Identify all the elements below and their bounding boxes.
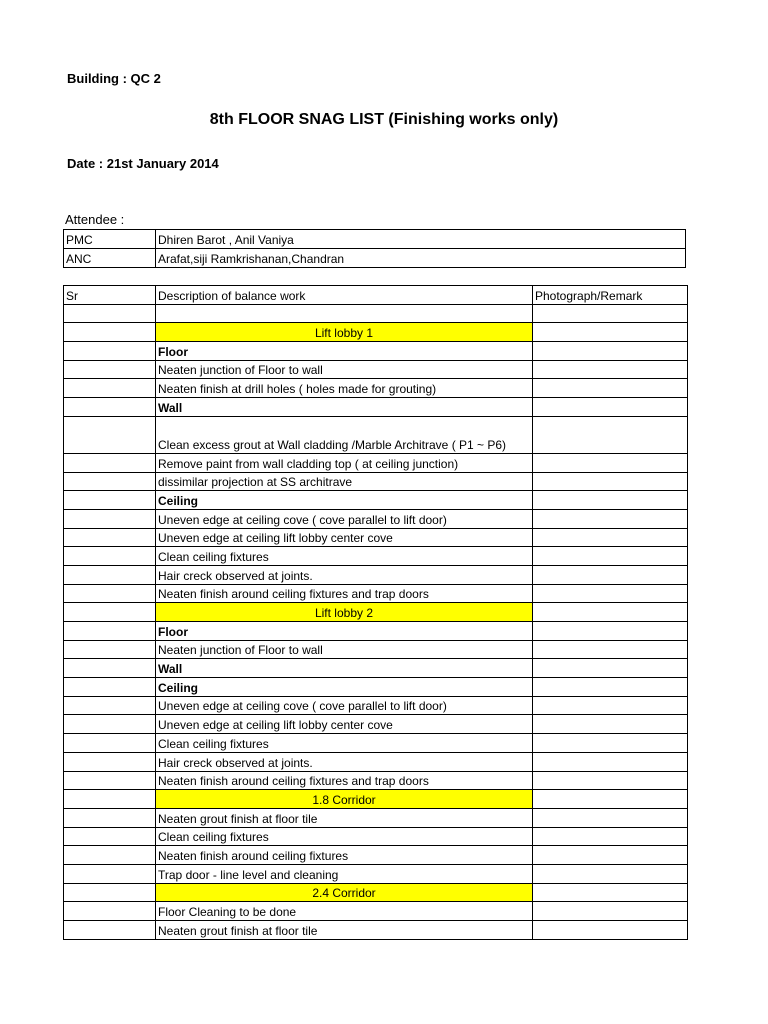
sr-cell: [64, 491, 156, 510]
sr-cell: [64, 846, 156, 865]
section-row: [64, 790, 688, 809]
sr-cell: [64, 528, 156, 547]
description-cell: Hair creck observed at joints.: [156, 752, 533, 771]
description-cell: Remove paint from wall cladding top ( at ceiling junction): [156, 453, 533, 472]
remark-cell: [533, 528, 688, 547]
sr-cell: [64, 547, 156, 566]
sr-cell: [64, 416, 156, 453]
sr-cell: [64, 715, 156, 734]
description-cell: Floor Cleaning to be done: [156, 902, 533, 921]
table-row: [64, 715, 688, 734]
section-title: 2.4 Corridor: [156, 883, 533, 902]
sr-cell: [64, 696, 156, 715]
sr-cell: [64, 360, 156, 379]
section-title: Lift lobby 1: [156, 323, 533, 342]
description-cell: Trap door - line level and cleaning: [156, 864, 533, 883]
remark-cell: [533, 360, 688, 379]
remark-cell: [533, 472, 688, 491]
table-row: [64, 304, 688, 323]
remark-cell: [533, 790, 688, 809]
sr-cell: [64, 902, 156, 921]
table-row: [64, 509, 688, 528]
description-cell: Neaten grout finish at floor tile: [156, 808, 533, 827]
column-header-sr: Sr: [64, 286, 156, 305]
table-row: [64, 453, 688, 472]
sr-cell: [64, 640, 156, 659]
sr-cell: [64, 565, 156, 584]
remark-cell: [533, 491, 688, 510]
sr-cell: [64, 921, 156, 940]
sr-cell: [64, 342, 156, 361]
remark-cell: [533, 509, 688, 528]
remark-cell: [533, 678, 688, 697]
column-header-remark: Photograph/Remark: [533, 286, 688, 305]
description-cell: Hair creck observed at joints.: [156, 565, 533, 584]
snag-list-table: [63, 285, 688, 940]
description-cell: Uneven edge at ceiling lift lobby center cove: [156, 528, 533, 547]
section-row: [64, 603, 688, 622]
remark-cell: [533, 603, 688, 622]
remark-cell: [533, 640, 688, 659]
description-cell: Uneven edge at ceiling lift lobby center cove: [156, 715, 533, 734]
section-row: [64, 883, 688, 902]
description-cell: [156, 304, 533, 323]
table-row: [64, 622, 688, 641]
section-row: [64, 323, 688, 342]
table-row: [64, 342, 688, 361]
description-cell: Floor: [156, 342, 533, 361]
remark-cell: [533, 902, 688, 921]
description-cell: Uneven edge at ceiling cove ( cove parallel to lift door): [156, 509, 533, 528]
attendee-row: [64, 230, 686, 249]
remark-cell: [533, 883, 688, 902]
attendee-org: PMC: [64, 230, 156, 249]
table-row: [64, 678, 688, 697]
remark-cell: [533, 715, 688, 734]
attendee-label: Attendee :: [65, 212, 125, 227]
table-row: [64, 640, 688, 659]
document-title: 8th FLOOR SNAG LIST (Finishing works only): [209, 111, 559, 128]
sr-cell: [64, 734, 156, 753]
table-row: [64, 360, 688, 379]
description-cell: Neaten finish around ceiling fixtures and trap doors: [156, 584, 533, 603]
remark-cell: [533, 547, 688, 566]
remark-cell: [533, 416, 688, 453]
attendee-names: Dhiren Barot , Anil Vaniya: [156, 230, 686, 249]
sr-cell: [64, 603, 156, 622]
remark-cell: [533, 864, 688, 883]
remark-cell: [533, 453, 688, 472]
remark-cell: [533, 921, 688, 940]
description-cell: Ceiling: [156, 678, 533, 697]
description-cell: Neaten finish at drill holes ( holes made for grouting): [156, 379, 533, 398]
table-header-row: [64, 286, 688, 305]
table-row: [64, 771, 688, 790]
description-cell: Wall: [156, 659, 533, 678]
description-cell: Clean excess grout at Wall cladding /Marble Architrave ( P1 ~ P6): [156, 416, 533, 453]
sr-cell: [64, 622, 156, 641]
sr-cell: [64, 584, 156, 603]
description-cell: Clean ceiling fixtures: [156, 827, 533, 846]
sr-cell: [64, 398, 156, 417]
remark-cell: [533, 398, 688, 417]
remark-cell: [533, 752, 688, 771]
remark-cell: [533, 584, 688, 603]
remark-cell: [533, 771, 688, 790]
sr-cell: [64, 472, 156, 491]
section-title: 1.8 Corridor: [156, 790, 533, 809]
description-cell: Uneven edge at ceiling cove ( cove parallel to lift door): [156, 696, 533, 715]
table-row: [64, 902, 688, 921]
remark-cell: [533, 304, 688, 323]
sr-cell: [64, 827, 156, 846]
table-row: [64, 846, 688, 865]
sr-cell: [64, 659, 156, 678]
sr-cell: [64, 771, 156, 790]
date-label: Date : 21st January 2014: [67, 156, 219, 171]
description-cell: Clean ceiling fixtures: [156, 547, 533, 566]
remark-cell: [533, 696, 688, 715]
attendee-org: ANC: [64, 249, 156, 268]
table-row: [64, 584, 688, 603]
description-cell: Neaten finish around ceiling fixtures: [156, 846, 533, 865]
sr-cell: [64, 752, 156, 771]
sr-cell: [64, 883, 156, 902]
remark-cell: [533, 846, 688, 865]
table-row: [64, 547, 688, 566]
sr-cell: [64, 678, 156, 697]
table-row: [64, 808, 688, 827]
section-title: Lift lobby 2: [156, 603, 533, 622]
table-row: [64, 752, 688, 771]
attendee-table: [63, 229, 686, 268]
table-row: [64, 416, 688, 453]
table-row: [64, 659, 688, 678]
table-row: [64, 827, 688, 846]
table-row: [64, 921, 688, 940]
description-cell: Neaten grout finish at floor tile: [156, 921, 533, 940]
column-header-description: Description of balance work: [156, 286, 533, 305]
attendee-names: Arafat,siji Ramkrishanan,Chandran: [156, 249, 686, 268]
sr-cell: [64, 304, 156, 323]
remark-cell: [533, 808, 688, 827]
description-cell: Clean ceiling fixtures: [156, 734, 533, 753]
remark-cell: [533, 342, 688, 361]
table-row: [64, 472, 688, 491]
remark-cell: [533, 827, 688, 846]
description-cell: Neaten finish around ceiling fixtures and trap doors: [156, 771, 533, 790]
sr-cell: [64, 509, 156, 528]
remark-cell: [533, 734, 688, 753]
table-row: [64, 491, 688, 510]
table-row: [64, 696, 688, 715]
attendee-row: [64, 249, 686, 268]
remark-cell: [533, 323, 688, 342]
sr-cell: [64, 379, 156, 398]
table-row: [64, 565, 688, 584]
building-label: Building : QC 2: [67, 71, 161, 86]
description-cell: dissimilar projection at SS architrave: [156, 472, 533, 491]
sr-cell: [64, 864, 156, 883]
description-cell: Neaten junction of Floor to wall: [156, 360, 533, 379]
table-row: [64, 734, 688, 753]
remark-cell: [533, 565, 688, 584]
remark-cell: [533, 622, 688, 641]
description-cell: Neaten junction of Floor to wall: [156, 640, 533, 659]
remark-cell: [533, 659, 688, 678]
description-cell: Wall: [156, 398, 533, 417]
sr-cell: [64, 453, 156, 472]
table-row: [64, 398, 688, 417]
table-row: [64, 864, 688, 883]
sr-cell: [64, 808, 156, 827]
description-cell: Ceiling: [156, 491, 533, 510]
sr-cell: [64, 323, 156, 342]
sr-cell: [64, 790, 156, 809]
description-cell: Floor: [156, 622, 533, 641]
remark-cell: [533, 379, 688, 398]
table-row: [64, 528, 688, 547]
table-row: [64, 379, 688, 398]
